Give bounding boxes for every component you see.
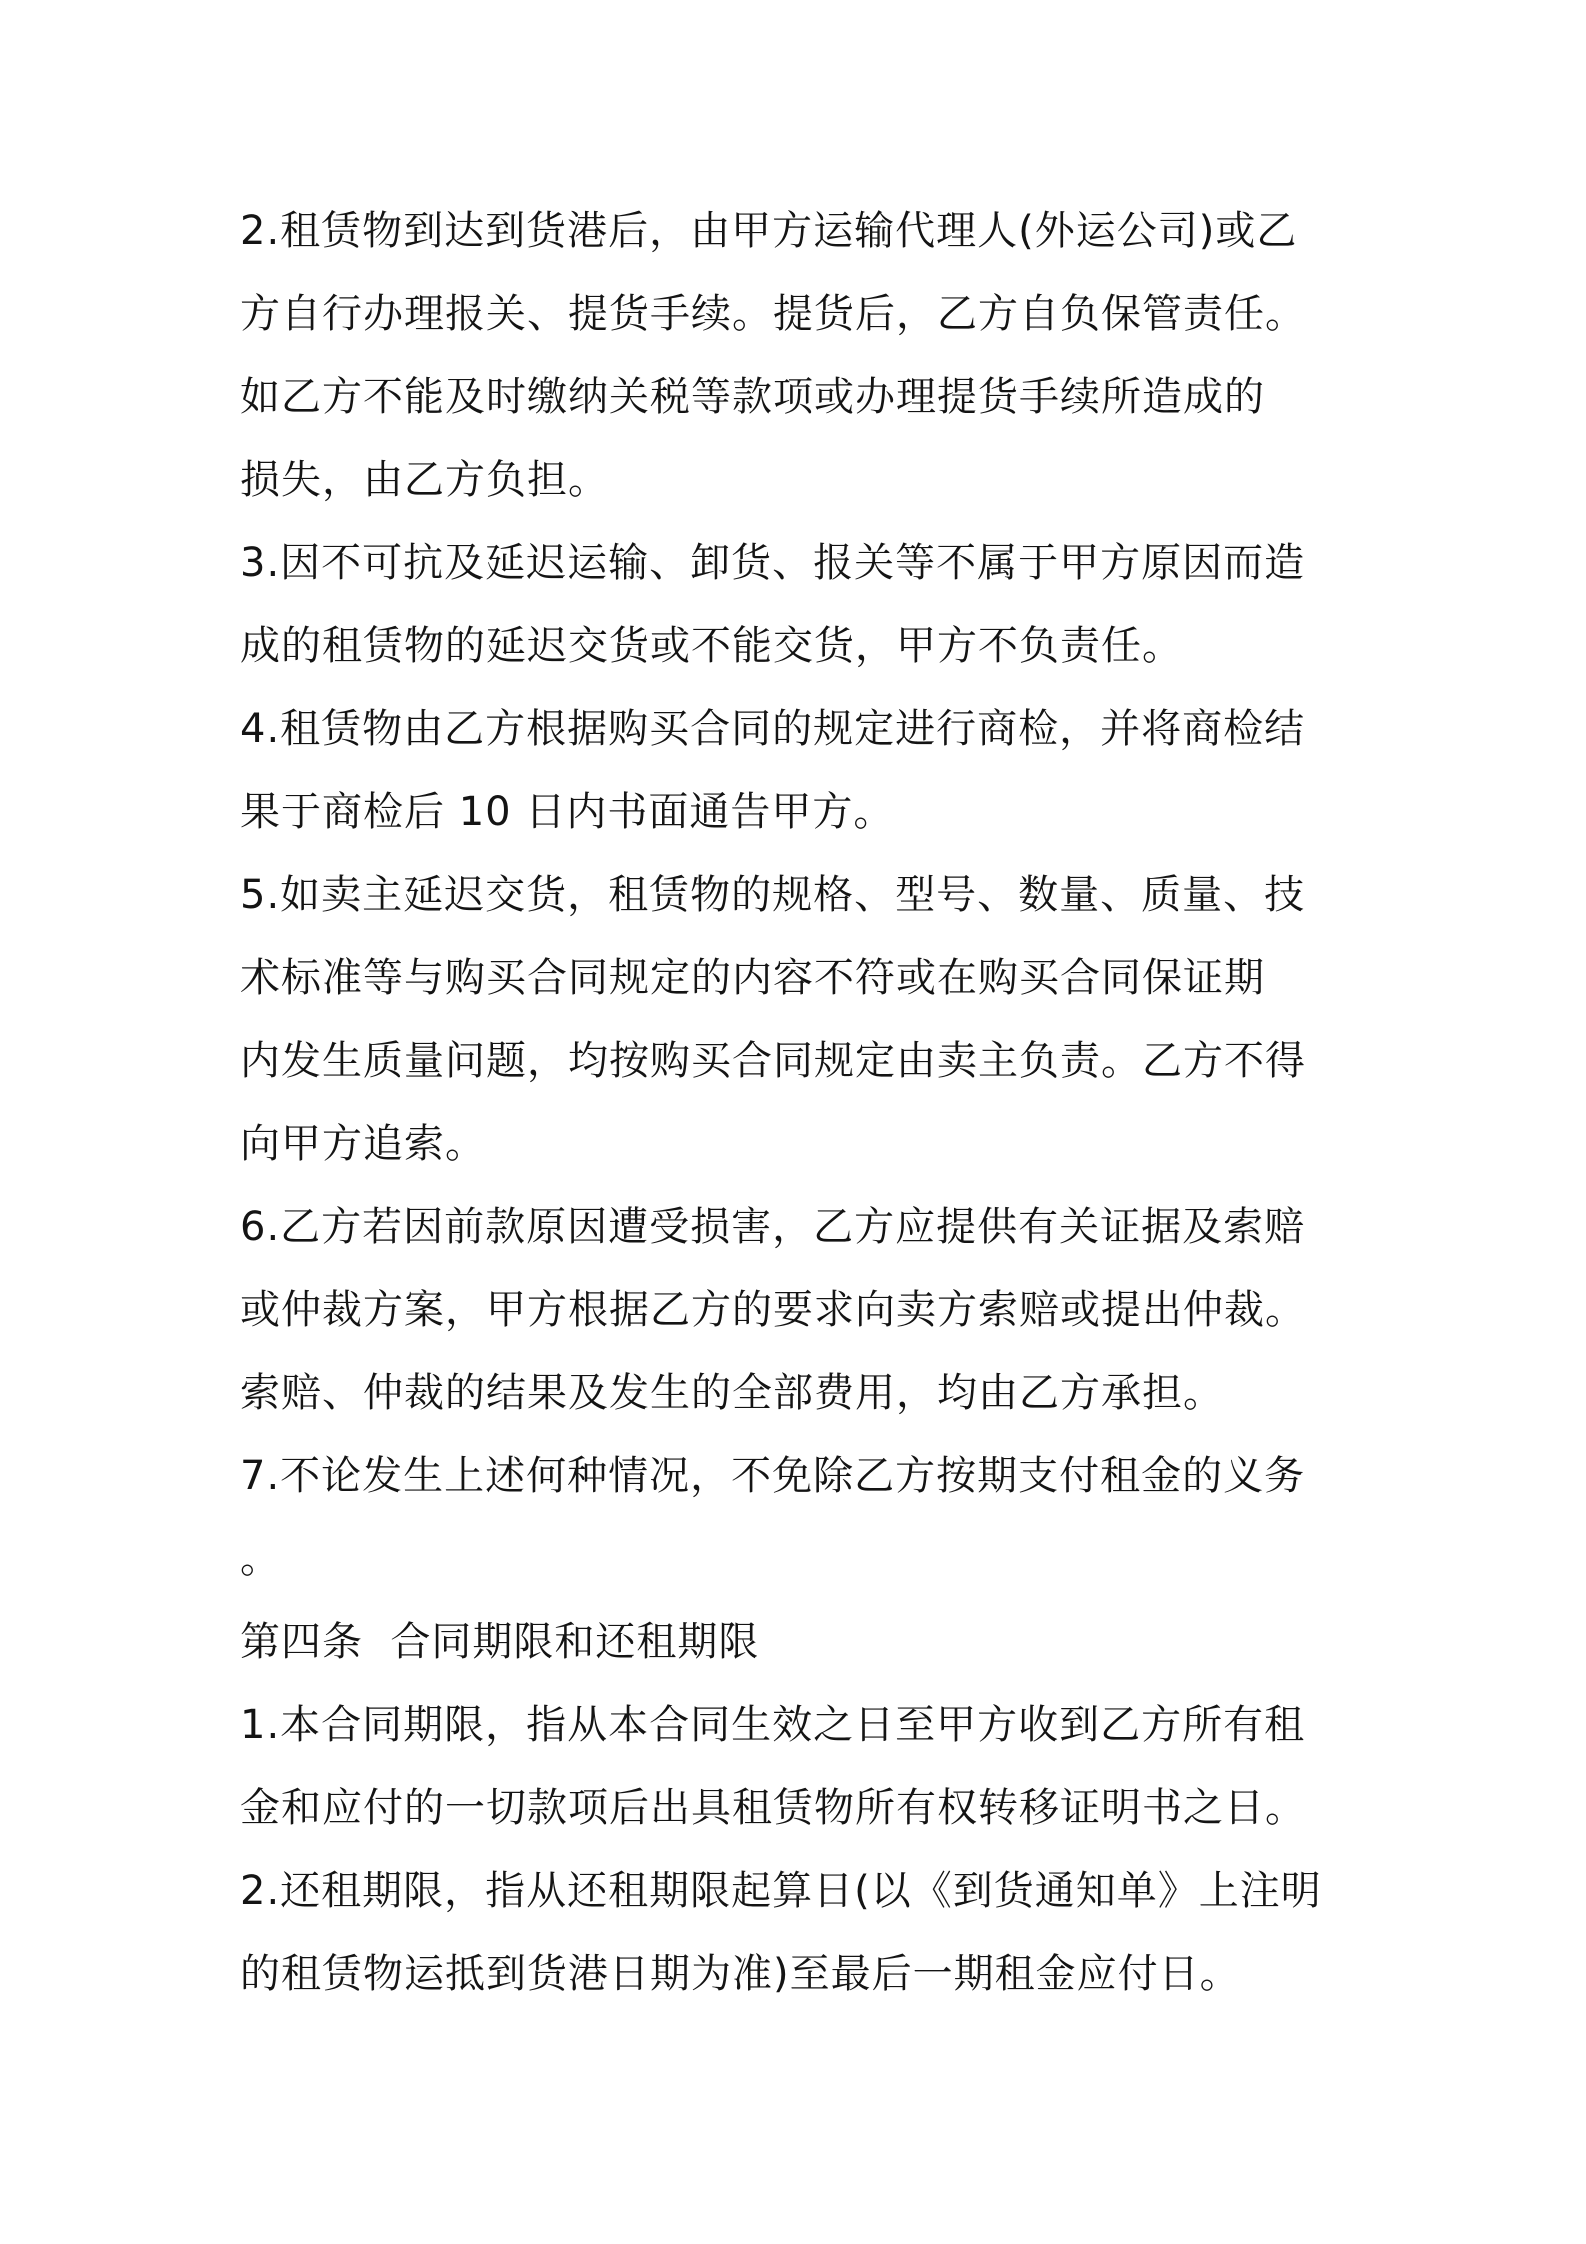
text-line: 果于商检后 10 日内书面通告甲方。 xyxy=(240,789,895,835)
text-line: 的租赁物运抵到货港日期为准)至最后一期租金应付日。 xyxy=(240,1951,1241,1997)
text-line: 向甲方追索。 xyxy=(240,1121,486,1167)
clause-2-paragraph xyxy=(240,190,1360,522)
document-body xyxy=(240,190,1360,2016)
text-line: 损失，由乙方负担。 xyxy=(240,457,609,503)
text-line: 索赔、仲裁的结果及发生的全部费用，均由乙方承担。 xyxy=(240,1370,1224,1416)
text-line: 1.本合同期限，指从本合同生效之日至甲方收到乙方所有租 xyxy=(240,1702,1306,1748)
text-line: 成的租赁物的延迟交货或不能交货，甲方不负责任。 xyxy=(240,623,1183,669)
text-line: 或仲裁方案，甲方根据乙方的要求向卖方索赔或提出仲裁。 xyxy=(240,1287,1306,1333)
section-heading: 第四条 合同期限和还租期限 xyxy=(240,1619,760,1665)
text-line: 5.如卖主延迟交货，租赁物的规格、型号、数量、质量、技 xyxy=(240,872,1306,918)
clause-3-paragraph xyxy=(240,522,1360,688)
text-line: 3.因不可抗及延迟运输、卸货、报关等不属于甲方原因而造 xyxy=(240,540,1306,586)
text-line: 2.还租期限，指从还租期限起算日(以《到货通知单》上注明 xyxy=(240,1868,1322,1914)
clause-6-paragraph xyxy=(240,1186,1360,1435)
text-line: 6.乙方若因前款原因遭受损害，乙方应提供有关证据及索赔 xyxy=(240,1204,1306,1250)
clause-5-paragraph xyxy=(240,854,1360,1186)
clause-4-paragraph xyxy=(240,688,1360,854)
text-line: 2.租赁物到达到货港后，由甲方运输代理人(外运公司)或乙 xyxy=(240,208,1298,254)
text-line: 7.不论发生上述何种情况，不免除乙方按期支付租金的义务 xyxy=(240,1453,1306,1499)
clause-7-paragraph xyxy=(240,1435,1360,1601)
term-clause-1-paragraph xyxy=(240,1684,1360,1850)
text-line: 金和应付的一切款项后出具租赁物所有权转移证明书之日。 xyxy=(240,1785,1306,1831)
text-line: 如乙方不能及时缴纳关税等款项或办理提货手续所造成的 xyxy=(240,374,1265,420)
text-line: 4.租赁物由乙方根据购买合同的规定进行商检，并将商检结 xyxy=(240,706,1306,752)
text-line: 内发生质量问题，均按购买合同规定由卖主负责。乙方不得 xyxy=(240,1038,1306,1084)
text-line: 。 xyxy=(240,1536,281,1582)
text-line: 术标准等与购买合同规定的内容不符或在购买合同保证期 xyxy=(240,955,1265,1001)
term-clause-2-paragraph xyxy=(240,1850,1360,2016)
text-line: 方自行办理报关、提货手续。提货后，乙方自负保管责任。 xyxy=(240,291,1306,337)
